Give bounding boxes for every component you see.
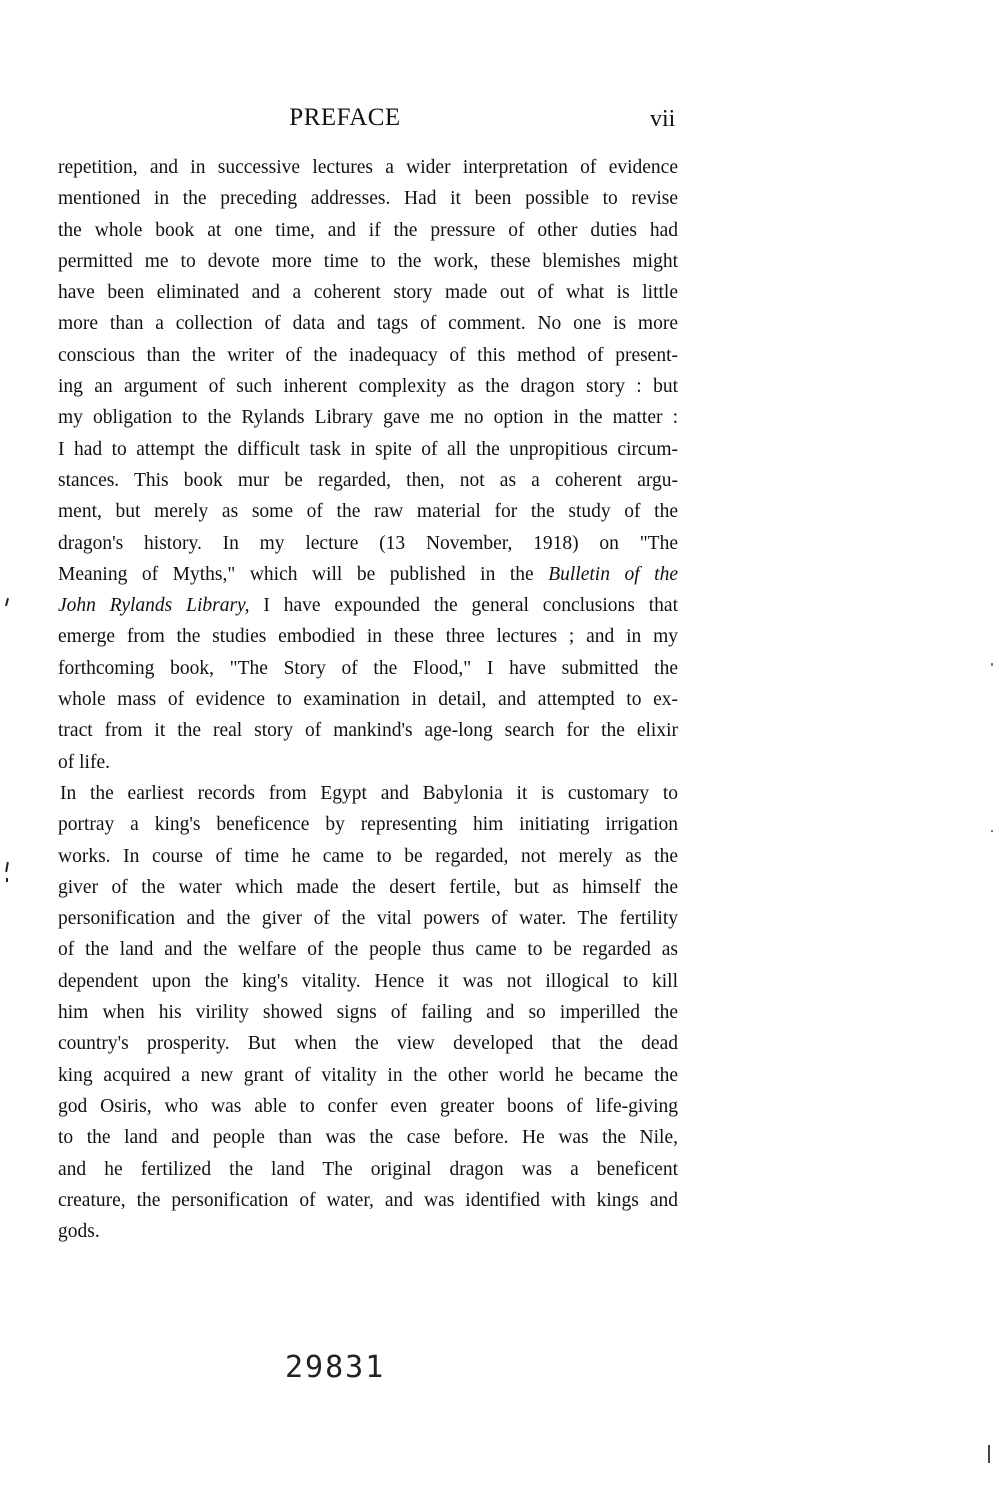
text-line: In the earliest records from Egypt and Babylonia it is customary to bbox=[60, 782, 678, 804]
text-line: god Osiris, who was able to confer even greater boons of life-giving bbox=[58, 1095, 678, 1117]
text-line: gods. bbox=[58, 1221, 100, 1243]
text-line: him when his virility showed signs of failing and so imperilled the bbox=[58, 1002, 678, 1024]
paragraph-2 bbox=[58, 778, 678, 1247]
text-line: mentioned in the preceding addresses. Had it been possible to revise bbox=[58, 188, 678, 210]
scan-mark bbox=[991, 663, 993, 666]
paragraph-1 bbox=[58, 152, 678, 778]
text-segment: I have expounded the general conclusions that bbox=[263, 595, 678, 617]
accession-stamp: 29831 bbox=[285, 1350, 386, 1385]
running-title: PREFACE bbox=[289, 104, 401, 131]
body-text bbox=[58, 152, 678, 1247]
text-line: portray a king's beneficence by representing him initiating irrigation bbox=[58, 814, 678, 836]
text-line: ment, but merely as some of the raw material for the study of the bbox=[58, 501, 678, 523]
text-line: tract from it the real story of mankind's age-long search for the elixir bbox=[58, 720, 678, 742]
text-line: emerge from the studies embodied in these three lectures ; and in my bbox=[58, 626, 678, 648]
library-title: John Rylands Library, bbox=[58, 595, 250, 617]
text-line: of life. bbox=[58, 751, 110, 773]
text-line-with-title bbox=[58, 559, 678, 590]
text-line: creature, the personification of water, and was identified with kings and bbox=[58, 1189, 678, 1211]
text-line: repetition, and in successive lectures a wider interpretation of evidence bbox=[58, 157, 678, 178]
text-line: I had to attempt the difficult task in spite of all the unpropitious circum- bbox=[58, 438, 678, 460]
scan-mark bbox=[5, 598, 9, 606]
scan-mark bbox=[6, 878, 8, 882]
text-line: conscious than the writer of the inadequacy of this method of present- bbox=[58, 344, 678, 366]
scan-mark bbox=[5, 862, 9, 872]
scan-mark bbox=[988, 1445, 990, 1463]
text-line: king acquired a new grant of vitality in the other world he became the bbox=[58, 1064, 678, 1086]
text-line: dragon's history. In my lecture (13 November, 1918) on "The bbox=[58, 532, 678, 554]
text-line: to the land and people than was the case before. He was the Nile, bbox=[58, 1127, 678, 1149]
text-line: whole mass of evidence to examination in detail, and attempted to ex- bbox=[58, 689, 678, 711]
page-number: vii bbox=[650, 106, 676, 132]
text-line: works. In course of time he came to be regarded, not merely as the bbox=[58, 845, 678, 867]
text-line: stances. This book mur be regarded, then, not as a coherent argu- bbox=[58, 469, 678, 491]
text-line: the whole book at one time, and if the pressure of other duties had bbox=[58, 219, 678, 241]
scan-mark bbox=[991, 830, 993, 832]
text-line: of the land and the welfare of the people thus came to be regarded as bbox=[58, 939, 678, 961]
text-line: and he fertilized the land The original dragon was a beneficent bbox=[58, 1158, 678, 1180]
text-line: ing an argument of such inherent complexity as the dragon story : but bbox=[58, 376, 678, 398]
text-line: my obligation to the Rylands Library gave me no option in the matter : bbox=[58, 407, 678, 429]
text-line: personification and the giver of the vital powers of water. The fertility bbox=[58, 908, 678, 930]
text-line: giver of the water which made the desert fertile, but as himself the bbox=[58, 876, 678, 898]
journal-title: Bulletin of the bbox=[548, 563, 678, 585]
text-line: country's prosperity. But when the view developed that the dead bbox=[58, 1033, 678, 1055]
text-line: have been eliminated and a coherent story made out of what is little bbox=[58, 282, 678, 304]
text-line: dependent upon the king's vitality. Hence it was not illogical to kill bbox=[58, 970, 678, 992]
text-line: permitted me to devote more time to the work, these blemishes might bbox=[58, 250, 678, 272]
text-line-with-title bbox=[58, 590, 678, 621]
text-segment: Meaning of Myths," which will be published in the bbox=[58, 563, 534, 585]
text-line: forthcoming book, "The Story of the Flood," I have submitted the bbox=[58, 657, 678, 679]
text-line: more than a collection of data and tags of comment. No one is more bbox=[58, 313, 678, 335]
